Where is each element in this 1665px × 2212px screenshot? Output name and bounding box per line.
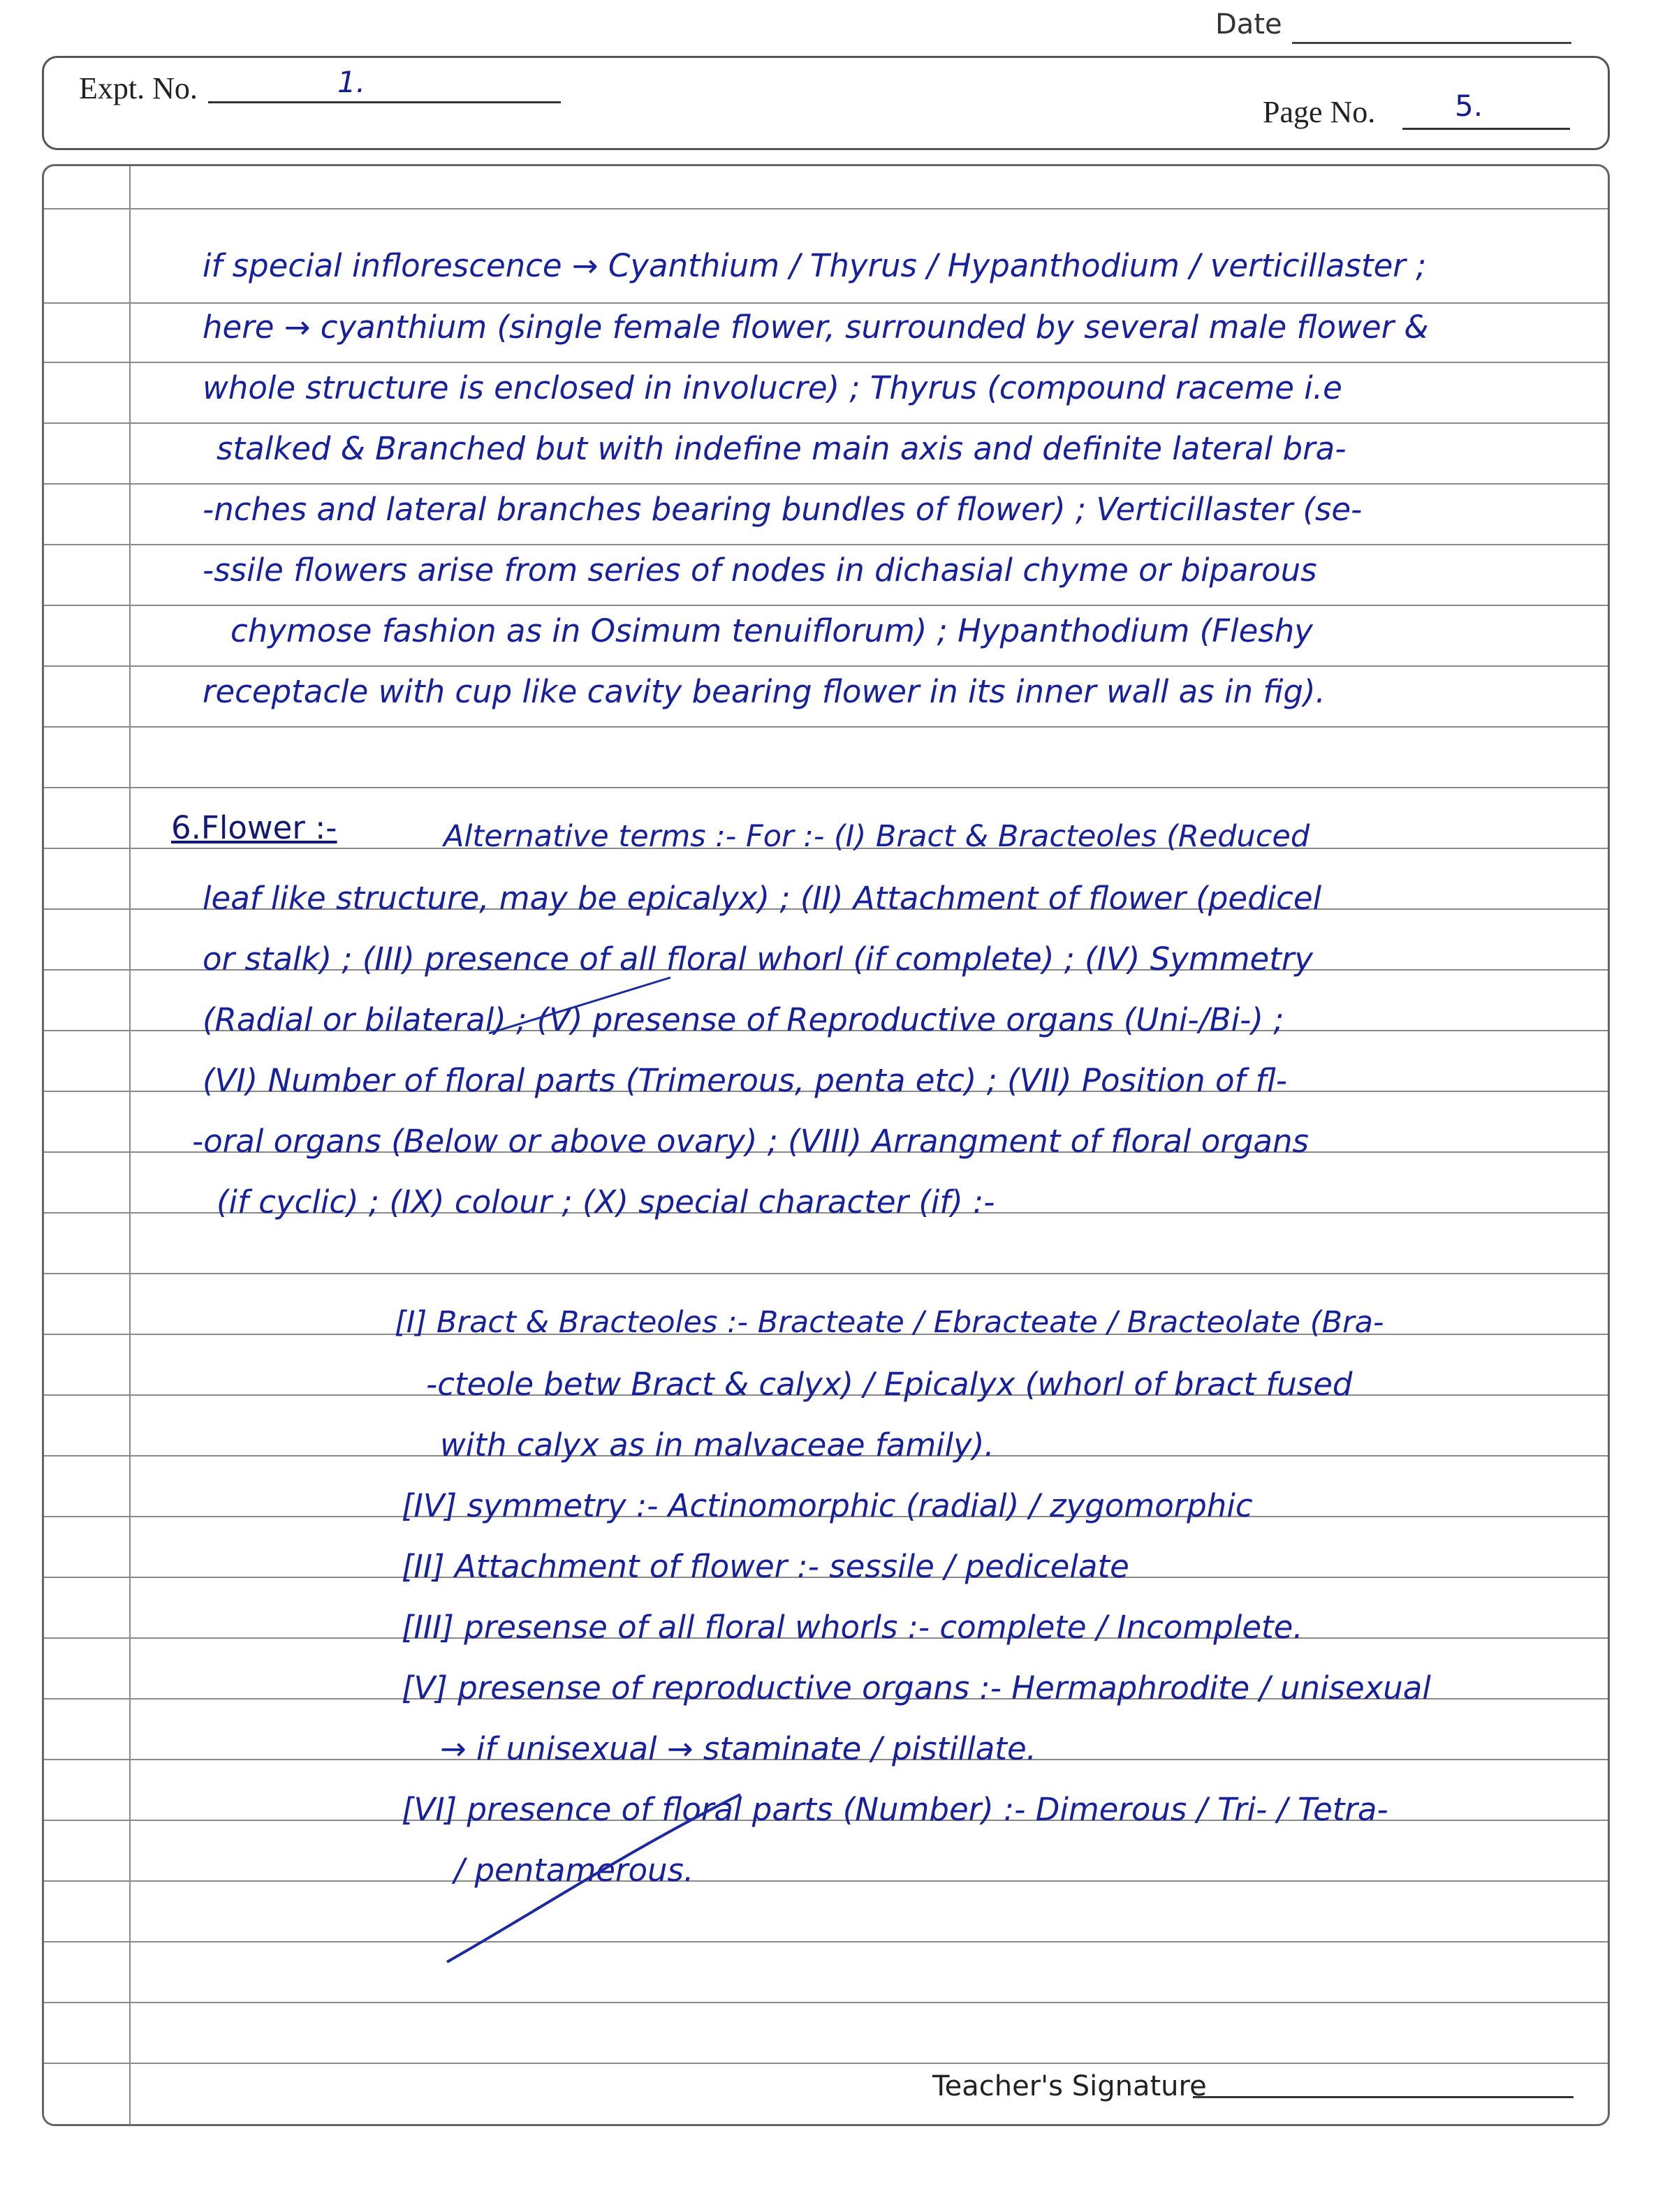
handwritten-line: / pentamerous. [454, 1852, 694, 1889]
handwritten-line: -ssile flowers arise from series of nodes in dichasial chyme or biparous [203, 552, 1317, 589]
handwritten-line: (VI) Number of floral parts (Trimerous, penta etc) ; (VII) Position of fl- [203, 1062, 1287, 1099]
date-label: Date [1215, 8, 1282, 40]
expt-no-label: Expt. No. [79, 71, 198, 105]
handwritten-line: whole structure is enclosed in involucre) ; Thyrus (compound raceme i.e [203, 369, 1342, 406]
header-box [42, 56, 1610, 150]
handwritten-line: stalked & Branched but with indefine main axis and definite lateral bra- [217, 430, 1347, 467]
handwritten-line: [V] presense of reproductive organs :- Hermaphrodite / unisexual [402, 1669, 1431, 1706]
handwritten-line: → if unisexual → staminate / pistillate. [440, 1730, 1036, 1767]
ruled-line [44, 483, 1608, 485]
date-line [1292, 42, 1571, 44]
handwritten-line: or stalk) ; (III) presence of all floral whorl (if complete) ; (IV) Symmetry [203, 941, 1313, 978]
handwritten-line: with calyx as in malvaceae family). [440, 1426, 995, 1463]
section-heading-flower: 6.Flower :- [171, 809, 337, 846]
ruled-line [44, 1880, 1608, 1882]
handwritten-line: (Radial or bilateral) ; (V) presense of Reproductive organs (Uni-/Bi-) ; [203, 1001, 1284, 1038]
handwritten-line: here → cyanthium (single female flower, surrounded by several male flower & [203, 309, 1429, 346]
ruled-line [44, 726, 1608, 728]
handwritten-line: -oral organs (Below or above ovary) ; (VIII) Arrangment of floral organs [192, 1123, 1309, 1160]
handwritten-line: [I] Bract & Bracteoles :- Bracteate / Ebracteate / Bracteolate (Bra- [395, 1305, 1384, 1340]
ruled-line [44, 422, 1608, 424]
handwritten-line: Alternative terms :- For :- (I) Bract & Bracteoles (Reduced [443, 819, 1310, 854]
page-no-line [1402, 128, 1570, 130]
handwritten-line: leaf like structure, may be epicalyx) ; (II) Attachment of flower (pedicel [203, 880, 1322, 917]
margin-line [129, 166, 131, 2124]
ruled-line [44, 544, 1608, 545]
handwritten-line: (if cyclic) ; (IX) colour ; (X) special character (if) :- [217, 1184, 995, 1221]
ruled-line [44, 2002, 1608, 2003]
ruled-line [44, 2063, 1608, 2064]
ruled-line [44, 362, 1608, 363]
ruled-line [44, 208, 1608, 209]
handwritten-line: [IV] symmetry :- Actinomorphic (radial) / zygomorphic [402, 1487, 1253, 1524]
handwritten-line: -cteole betw Bract & calyx) / Epicalyx (whorl of bract fused [426, 1366, 1353, 1403]
ruled-line [44, 605, 1608, 606]
handwritten-line: [II] Attachment of flower :- sessile / pedicelate [402, 1548, 1129, 1585]
ruled-line [44, 302, 1608, 304]
handwritten-line: chymose fashion as in Osimum tenuiflorum) ; Hypanthodium (Fleshy [230, 612, 1313, 649]
ruled-line [44, 787, 1608, 788]
ruled-line [44, 1273, 1608, 1274]
date-field [1215, 8, 1578, 50]
handwritten-line: [III] presense of all floral whorls :- complete / Incomplete. [402, 1609, 1303, 1646]
expt-no-line [208, 101, 561, 103]
teacher-signature-line [1193, 2096, 1574, 2098]
handwritten-line: receptacle with cup like cavity bearing flower in its inner wall as in fig). [203, 673, 1326, 710]
handwritten-line: if special inflorescence → Cyanthium / Thyrus / Hypanthodium / verticillaster ; [203, 247, 1427, 284]
handwritten-line: [VI] presence of floral parts (Number) :- Dimerous / Tri- / Tetra- [402, 1791, 1388, 1828]
teacher-signature-label: Teacher's Signature [932, 2070, 1207, 2102]
expt-no-value: 1. [337, 65, 366, 99]
page-no-label: Page No. [1263, 95, 1376, 129]
handwritten-line: -nches and lateral branches bearing bundles of flower) ; Verticillaster (se- [203, 491, 1363, 528]
ruled-line [44, 1941, 1608, 1942]
page-no-value: 5. [1455, 89, 1483, 123]
ruled-line [44, 665, 1608, 667]
